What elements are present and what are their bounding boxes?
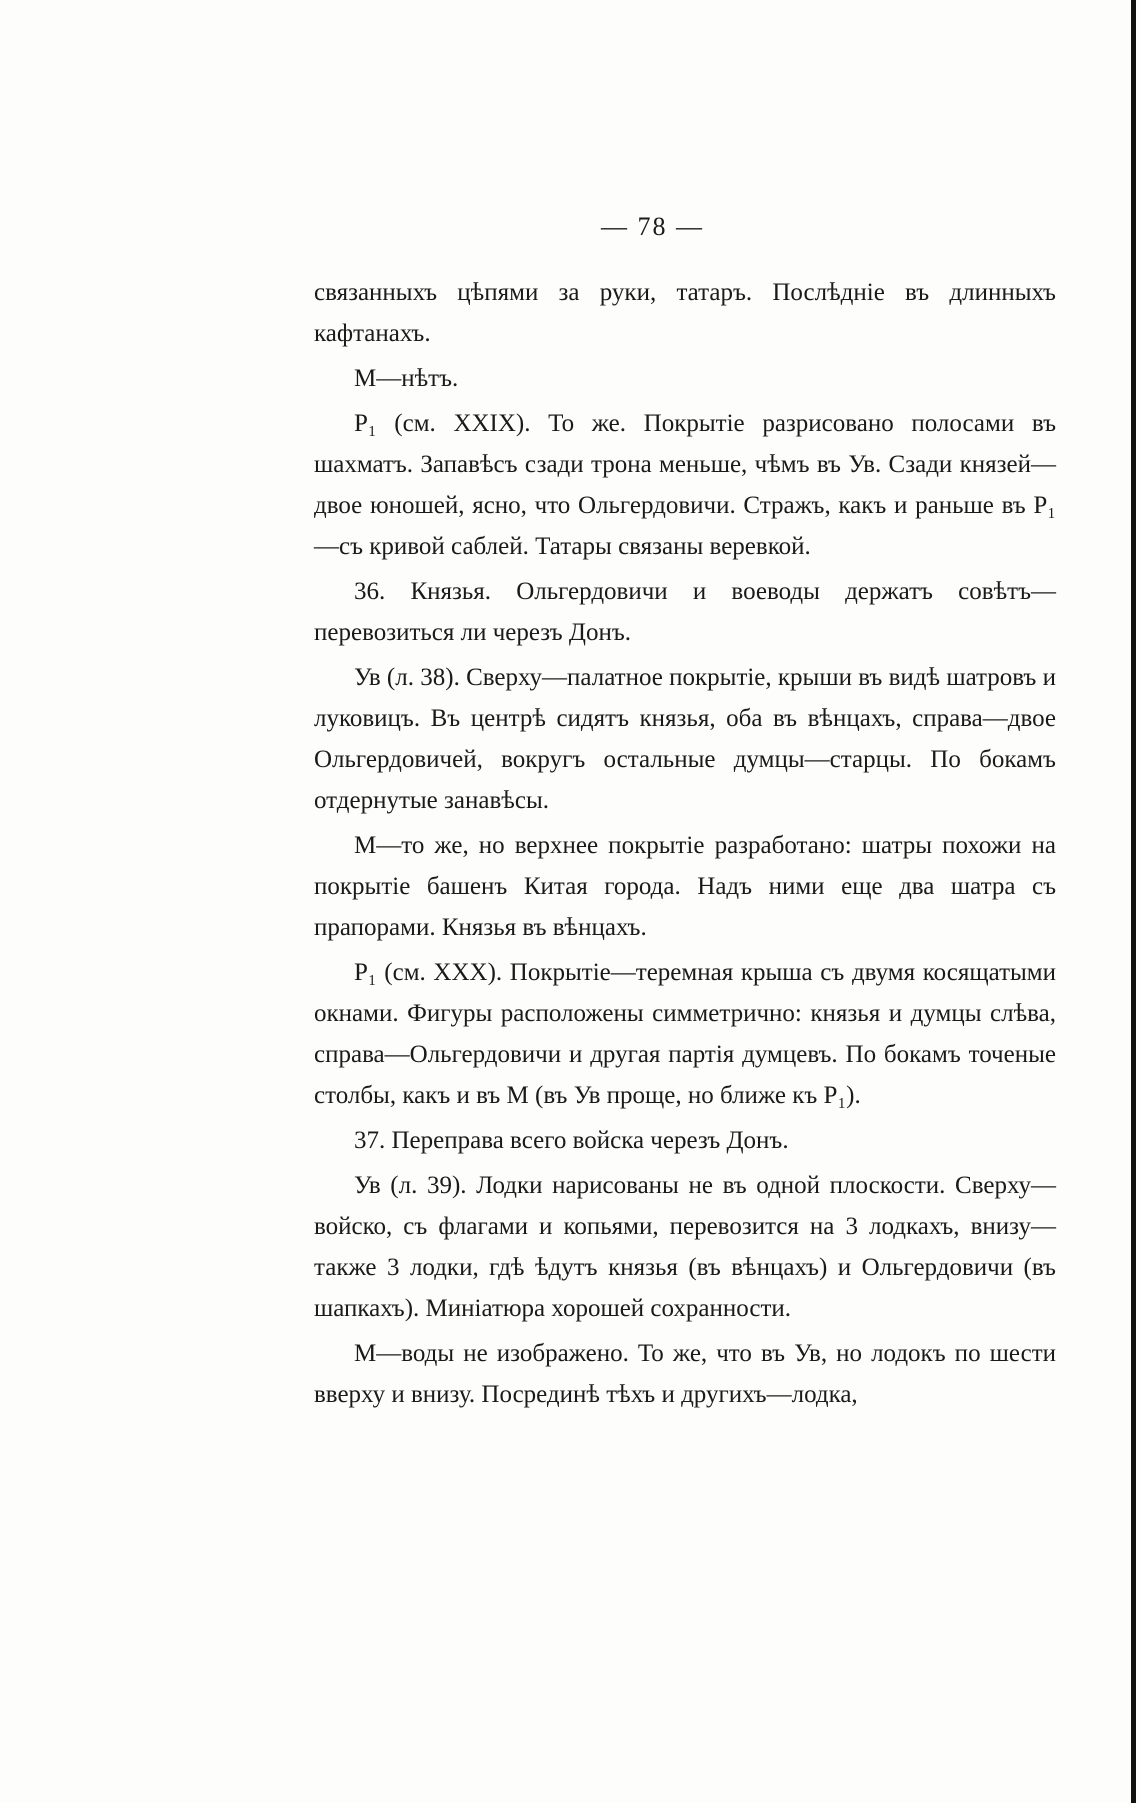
paragraph-9: Ув (л. 39). Лодки нарисованы не въ одной плоскости. Сверху—войско, съ флагами и копьями, перевозится на 3 лодкахъ, внизу—также 3 лодки, гдѣ ѣдутъ князья (въ вѣнцахъ) и Ольгердовичи (въ шапкахъ). Миніатюра хорошей сохранности.	[314, 1172, 1056, 1322]
paragraph-3: P₁ (см. XXIX). То же. Покрытіе разрисовано полосами въ шахматъ. Запавѣсъ сзади трона меньше, чѣмъ въ Ув. Сзади князей—двое юношей, ясно, что Ольгердовичи. Стражъ, какъ и раньше въ P₁—съ кривой саблей. Татары связаны веревкой.	[314, 410, 1056, 560]
paragraph-4: 36. Князья. Ольгердовичи и воеводы держатъ совѣтъ—перевозиться ли черезъ Донъ.	[314, 578, 1056, 646]
paragraph-5: Ув (л. 38). Сверху—палатное покрытіе, крыши въ видѣ шатровъ и луковицъ. Въ центрѣ сидятъ князья, оба въ вѣнцахъ, справа—двое Ольгердовичей, вокругъ остальные думцы—старцы. По бокамъ отдернутые занавѣсы.	[314, 664, 1056, 814]
paragraph-2: М—нѣтъ.	[354, 365, 459, 392]
body-text	[314, 272, 1056, 1419]
paragraph-8: 37. Переправа всего войска черезъ Донъ.	[354, 1127, 789, 1154]
page-number: — 78 —	[601, 212, 704, 241]
scan-edge-line	[1131, 0, 1136, 1803]
paragraph-6: М—то же, но верхнее покрытіе разработано: шатры похожи на покрытіе башенъ Китая города. Надъ ними еще два шатра съ прапорами. Князья въ вѣнцахъ.	[314, 832, 1056, 941]
paragraph-10: М—воды не изображено. То же, что въ Ув, но лодокъ по шести вверху и внизу. Посрединѣ тѣхъ и другихъ—лодка,	[314, 1340, 1056, 1408]
paragraph-1: связанныхъ цѣпями за руки, татаръ. Послѣдніе въ длинныхъ кафтанахъ.	[314, 279, 1056, 347]
paragraph-7: P₁ (см. XXX). Покрытіе—теремная крыша съ двумя косящатыми окнами. Фигуры расположены симметрично: князья и думцы слѣва, справа—Ольгердовичи и другая партія думцевъ. По бокамъ точеные столбы, какъ и въ М (въ Ув проще, но ближе къ P₁).	[314, 959, 1056, 1109]
